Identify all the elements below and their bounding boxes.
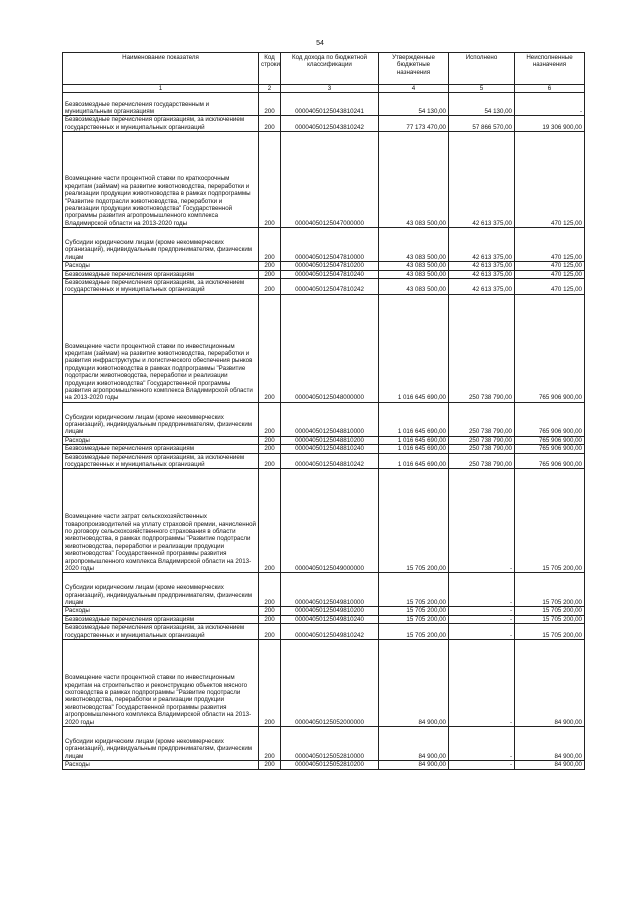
table-row — [63, 93, 585, 116]
row-executed: - — [449, 624, 515, 640]
row-executed: 250 738 790,00 — [449, 436, 515, 444]
row-remaining: 84 900,00 — [515, 640, 585, 727]
row-approved: 1 016 645 690,00 — [379, 445, 449, 453]
row-approved: 43 083 500,00 — [379, 228, 449, 262]
row-approved: 15 705 200,00 — [379, 607, 449, 615]
row-executed: 250 738 790,00 — [449, 445, 515, 453]
table-row — [63, 453, 585, 469]
row-remaining: 15 705 200,00 — [515, 615, 585, 623]
row-name: Расходы — [63, 607, 259, 615]
row-remaining: 15 705 200,00 — [515, 607, 585, 615]
column-number: 1 — [63, 85, 259, 93]
row-income-code: 00004050125047810242 — [281, 279, 379, 295]
row-approved: 15 705 200,00 — [379, 573, 449, 607]
header-unexecuted: Неисполненные назначения — [515, 53, 585, 85]
row-approved: 43 083 500,00 — [379, 279, 449, 295]
row-name: Возмещение части процентной ставки по инвестиционным кредитам на строительство и реконструкцию объектов мясного скотоводства в рамках подпрограммы "Развитие подотрасли животноводства, переработки и реализации продукции животноводства" Государственной программы развития агропромышленного комплекса Владимирской области на 2013-2020 годы — [63, 640, 259, 727]
row-income-code: 00004050125049810000 — [281, 573, 379, 607]
row-approved: 43 083 500,00 — [379, 132, 449, 228]
row-approved: 43 083 500,00 — [379, 270, 449, 278]
row-line-code: 200 — [259, 624, 281, 640]
header-approved: Утвержденные бюджетные назначения — [379, 53, 449, 85]
row-line-code: 200 — [259, 262, 281, 270]
header-income-code: Код дохода по бюджетной классификации — [281, 53, 379, 85]
row-approved: 1 016 645 690,00 — [379, 453, 449, 469]
row-name: Расходы — [63, 436, 259, 444]
table-row — [63, 469, 585, 573]
table-row — [63, 727, 585, 761]
row-income-code: 00004050125043810242 — [281, 116, 379, 132]
row-line-code: 200 — [259, 607, 281, 615]
row-remaining: 84 900,00 — [515, 727, 585, 761]
row-remaining: 15 705 200,00 — [515, 573, 585, 607]
row-income-code: 00004050125048810000 — [281, 402, 379, 436]
table-body — [63, 93, 585, 769]
table-header-row — [63, 53, 585, 85]
row-executed: 42 613 375,00 — [449, 270, 515, 278]
row-income-code: 00004050125047810200 — [281, 262, 379, 270]
row-name: Безвозмездные перечисления организациям — [63, 270, 259, 278]
row-approved: 15 705 200,00 — [379, 469, 449, 573]
row-approved: 84 900,00 — [379, 761, 449, 769]
row-executed: - — [449, 615, 515, 623]
row-line-code: 200 — [259, 761, 281, 769]
row-income-code: 00004050125048810240 — [281, 445, 379, 453]
table-row — [63, 436, 585, 444]
row-income-code: 00004050125049810242 — [281, 624, 379, 640]
row-remaining: 15 705 200,00 — [515, 624, 585, 640]
row-remaining: - — [515, 93, 585, 116]
table-row — [63, 624, 585, 640]
table-row — [63, 615, 585, 623]
row-name: Субсидии юридическим лицам (кроме некоммерческих организаций), индивидуальным предпринимателям, физическим лицам — [63, 727, 259, 761]
row-approved: 1 016 645 690,00 — [379, 294, 449, 402]
column-number: 3 — [281, 85, 379, 93]
row-income-code: 00004050125052810000 — [281, 727, 379, 761]
row-line-code: 200 — [259, 573, 281, 607]
row-remaining: 470 125,00 — [515, 279, 585, 295]
row-income-code: 00004050125048810200 — [281, 436, 379, 444]
row-remaining: 19 306 900,00 — [515, 116, 585, 132]
row-approved: 15 705 200,00 — [379, 624, 449, 640]
row-line-code: 200 — [259, 445, 281, 453]
table-row — [63, 640, 585, 727]
row-name: Безвозмездные перечисления организациям — [63, 615, 259, 623]
row-remaining: 765 906 900,00 — [515, 436, 585, 444]
table-row — [63, 294, 585, 402]
column-number-row — [63, 85, 585, 93]
page-number: 54 — [316, 40, 324, 47]
row-remaining: 15 705 200,00 — [515, 469, 585, 573]
row-line-code: 200 — [259, 453, 281, 469]
table-row — [63, 445, 585, 453]
header-line-code: Код строки — [259, 53, 281, 85]
row-line-code: 200 — [259, 727, 281, 761]
row-name: Субсидии юридическим лицам (кроме некоммерческих организаций), индивидуальным предпринимателям, физическим лицам — [63, 402, 259, 436]
row-approved: 84 900,00 — [379, 640, 449, 727]
row-income-code: 00004050125047810240 — [281, 270, 379, 278]
table-row — [63, 116, 585, 132]
row-executed: - — [449, 469, 515, 573]
row-remaining: 765 906 900,00 — [515, 402, 585, 436]
table-row — [63, 270, 585, 278]
row-name: Субсидии юридическим лицам (кроме некоммерческих организаций), индивидуальным предпринимателям, физическим лицам — [63, 573, 259, 607]
row-line-code: 200 — [259, 615, 281, 623]
row-approved: 43 083 500,00 — [379, 262, 449, 270]
row-line-code: 200 — [259, 294, 281, 402]
row-executed: 54 130,00 — [449, 93, 515, 116]
table-row — [63, 279, 585, 295]
row-approved: 1 016 645 690,00 — [379, 402, 449, 436]
row-executed: 250 738 790,00 — [449, 402, 515, 436]
row-executed: 250 738 790,00 — [449, 453, 515, 469]
row-income-code: 00004050125052810200 — [281, 761, 379, 769]
row-name: Субсидии юридическим лицам (кроме некоммерческих организаций), индивидуальным предпринимателям, физическим лицам — [63, 228, 259, 262]
row-executed: 42 613 375,00 — [449, 132, 515, 228]
row-income-code: 00004050125048810242 — [281, 453, 379, 469]
row-line-code: 200 — [259, 436, 281, 444]
row-income-code: 00004050125049000000 — [281, 469, 379, 573]
row-name: Безвозмездные перечисления государственным и муниципальным организациям — [63, 93, 259, 116]
row-remaining: 470 125,00 — [515, 270, 585, 278]
row-name: Безвозмездные перечисления организациям, за исключением государственных и муниципальных организаций — [63, 453, 259, 469]
table-row — [63, 607, 585, 615]
row-name: Безвозмездные перечисления организациям, за исключением государственных и муниципальных организаций — [63, 279, 259, 295]
budget-report-table — [62, 52, 585, 770]
column-number: 5 — [449, 85, 515, 93]
table-row — [63, 761, 585, 769]
column-number: 2 — [259, 85, 281, 93]
row-name: Возмещение части процентной ставки по инвестиционным кредитам (займам) на развитие животноводства, переработки и развития инфраструктуры и логистического обеспечения рынков продукции животноводства в рамках подпрограммы "Развитие подотрасли животноводства, переработки и реализации продукции животноводства" Государственной программы развития агропромышленного комплекса Владимирской области на 2013-2020 годы — [63, 294, 259, 402]
row-executed: 42 613 375,00 — [449, 279, 515, 295]
row-income-code: 00004050125043810241 — [281, 93, 379, 116]
row-executed: 250 738 790,00 — [449, 294, 515, 402]
row-income-code: 00004050125049810200 — [281, 607, 379, 615]
row-executed: 57 866 570,00 — [449, 116, 515, 132]
row-approved: 54 130,00 — [379, 93, 449, 116]
row-line-code: 200 — [259, 93, 281, 116]
row-name: Возмещение части затрат сельскохозяйственных товаропроизводителей на уплату страховой премии, начисленной по договору сельскохозяйственного страхования в области животноводства, в рамках подпрограммы "Развитие подотрасли животноводства, переработки и реализации продукции животноводства" Государственной программы развития агропромышленного комплекса Владимирской области на 2013-2020 годы — [63, 469, 259, 573]
row-approved: 84 900,00 — [379, 727, 449, 761]
table-row — [63, 228, 585, 262]
row-income-code: 00004050125048000000 — [281, 294, 379, 402]
row-executed: 42 613 375,00 — [449, 228, 515, 262]
row-executed: - — [449, 761, 515, 769]
row-income-code: 00004050125049810240 — [281, 615, 379, 623]
row-remaining: 765 906 900,00 — [515, 453, 585, 469]
header-indicator-name: Наименование показателя — [63, 53, 259, 85]
row-name: Безвозмездные перечисления организациям — [63, 445, 259, 453]
row-approved: 77 173 470,00 — [379, 116, 449, 132]
table-row — [63, 573, 585, 607]
row-income-code: 00004050125047000000 — [281, 132, 379, 228]
row-line-code: 200 — [259, 270, 281, 278]
row-approved: 15 705 200,00 — [379, 615, 449, 623]
row-remaining: 470 125,00 — [515, 228, 585, 262]
table-row — [63, 262, 585, 270]
row-remaining: 470 125,00 — [515, 262, 585, 270]
header-executed: Исполнено — [449, 53, 515, 85]
row-name: Расходы — [63, 761, 259, 769]
row-remaining: 470 125,00 — [515, 132, 585, 228]
row-line-code: 200 — [259, 402, 281, 436]
row-executed: - — [449, 573, 515, 607]
table-row — [63, 402, 585, 436]
row-line-code: 200 — [259, 132, 281, 228]
table-row — [63, 132, 585, 228]
column-number: 4 — [379, 85, 449, 93]
row-income-code: 00004050125052000000 — [281, 640, 379, 727]
column-number: 6 — [515, 85, 585, 93]
row-name: Безвозмездные перечисления организациям, за исключением государственных и муниципальных организаций — [63, 116, 259, 132]
row-name: Возмещение части процентной ставки по краткосрочным кредитам (займам) на развитие животноводства, переработки и реализации продукции животноводства в рамках подпрограммы "Развитие подотрасли животноводства, переработки и реализации продукции животноводства" Государственной программы развития агропромышленного комплекса Владимирской области на 2013-2020 годы — [63, 132, 259, 228]
row-line-code: 200 — [259, 640, 281, 727]
row-line-code: 200 — [259, 116, 281, 132]
row-income-code: 00004050125047810000 — [281, 228, 379, 262]
row-approved: 1 016 645 690,00 — [379, 436, 449, 444]
row-executed: - — [449, 727, 515, 761]
row-name: Безвозмездные перечисления организациям, за исключением государственных и муниципальных организаций — [63, 624, 259, 640]
row-line-code: 200 — [259, 279, 281, 295]
row-name: Расходы — [63, 262, 259, 270]
row-executed: - — [449, 607, 515, 615]
row-line-code: 200 — [259, 469, 281, 573]
row-remaining: 84 900,00 — [515, 761, 585, 769]
row-executed: 42 613 375,00 — [449, 262, 515, 270]
row-remaining: 765 906 900,00 — [515, 445, 585, 453]
row-line-code: 200 — [259, 228, 281, 262]
row-remaining: 765 906 900,00 — [515, 294, 585, 402]
row-executed: - — [449, 640, 515, 727]
